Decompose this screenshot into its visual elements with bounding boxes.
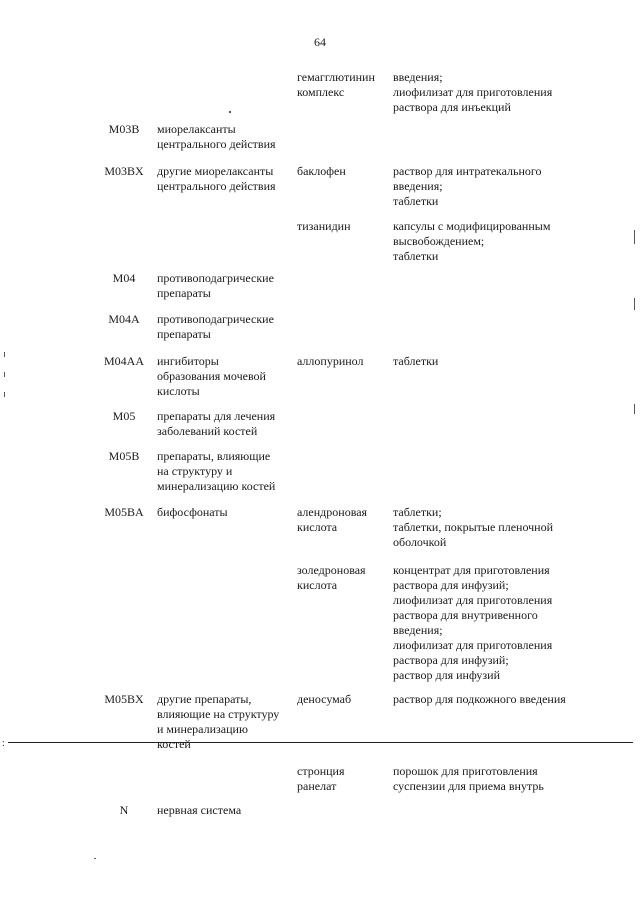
- anatomical-therapeutic-group: миорелаксанты центрального действия: [157, 122, 276, 151]
- atc-code: M03B: [108, 122, 140, 136]
- dosage-form: порошок для приготовления суспензии для приема внутрь: [393, 764, 544, 793]
- anatomical-therapeutic-group: ингибиторы образования мочевой кислоты: [157, 354, 266, 398]
- dosage-form: концентрат для приготовления раствора для инфузий; лиофилизат для приготовления раствора для внутривенного введения; лиофилизат для приготовления раствора для инфузий; раствор для инфузий: [393, 563, 553, 682]
- drug-name: гемагглютинин комплекс: [297, 70, 375, 99]
- drug-name: тизанидин: [297, 219, 351, 233]
- scan-speck: [4, 352, 5, 357]
- drug-name: стронция ранелат: [297, 764, 345, 793]
- scan-speck: [634, 230, 635, 244]
- drug-name: аллопуринол: [297, 354, 364, 368]
- atc-code: M03BX: [104, 164, 144, 178]
- atc-code: M05BA: [104, 505, 144, 519]
- anatomical-therapeutic-group: препараты, влияющие на структуру и минерализацию костей: [157, 449, 276, 493]
- anatomical-therapeutic-group: препараты для лечения заболеваний костей: [157, 409, 276, 438]
- drug-name: баклофен: [297, 164, 346, 178]
- atc-code: M05: [112, 409, 136, 423]
- scan-speck: [229, 111, 231, 113]
- dosage-form: таблетки; таблетки, покрытые пленочной оболочкой: [393, 505, 554, 549]
- drug-name: алендроновая кислота: [297, 505, 368, 534]
- scan-speck: [94, 858, 96, 859]
- drug-name: деносумаб: [297, 692, 352, 706]
- anatomical-therapeutic-group: другие препараты, влияющие на структуру и минерализацию костей: [157, 692, 280, 751]
- scan-speck: [634, 404, 635, 414]
- dosage-form: таблетки: [393, 354, 439, 368]
- cut-mark: :: [2, 738, 5, 749]
- scan-speck: [4, 392, 5, 397]
- anatomical-therapeutic-group: нервная система: [157, 803, 242, 817]
- page-number: 64: [314, 35, 326, 49]
- atc-code: M04A: [108, 312, 140, 326]
- drug-name: золедроновая кислота: [297, 563, 366, 592]
- dosage-form: раствор для подкожного введения: [393, 692, 566, 706]
- anatomical-therapeutic-group: противоподагрические препараты: [157, 312, 274, 341]
- atc-code: N: [119, 803, 129, 817]
- atc-code: M05B: [108, 449, 140, 463]
- atc-code: M04: [112, 271, 136, 285]
- dosage-form: капсулы с модифицированным высвобождением; таблетки: [393, 219, 551, 263]
- scan-speck: [4, 372, 5, 377]
- anatomical-therapeutic-group: противоподагрические препараты: [157, 271, 274, 300]
- anatomical-therapeutic-group: бифосфонаты: [157, 505, 228, 519]
- dosage-form: введения; лиофилизат для приготовления раствора для инъекций: [393, 70, 553, 114]
- page-cut-line: [8, 742, 633, 743]
- atc-code: M05BX: [104, 692, 144, 706]
- atc-code: M04AA: [103, 354, 144, 368]
- scan-speck: [634, 298, 635, 310]
- dosage-form: раствор для интратекального введения; таблетки: [393, 164, 542, 208]
- anatomical-therapeutic-group: другие миорелаксанты центрального действия: [157, 164, 276, 193]
